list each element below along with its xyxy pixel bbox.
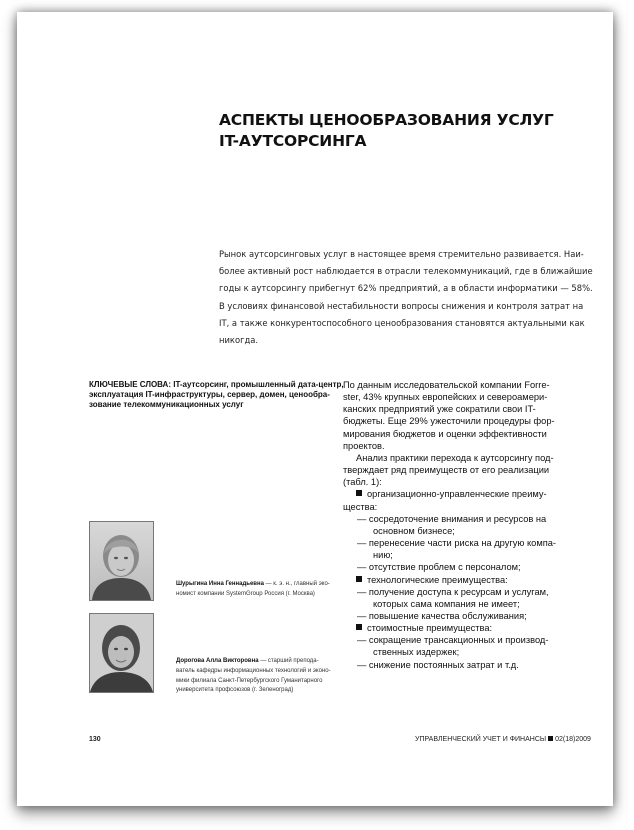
dash-item-cont: ственных издержек; — [373, 647, 460, 658]
body-line: мирования бюджетов и оценки эффективности — [343, 428, 547, 439]
article-title — [219, 110, 554, 152]
caption-line: мики филиала Санкт-Петербургского Гуманитарного — [176, 677, 323, 684]
bullet-text: стоимостные преимущества: — [367, 623, 493, 634]
dash-item: — снижение постоянных затрат и т.д. — [357, 659, 519, 670]
bullet-item — [343, 574, 591, 586]
running-footer — [415, 736, 591, 743]
dash-item-cont: которых сама компания не имеет; — [373, 598, 520, 609]
author-desc: — старший препода- — [260, 658, 319, 664]
square-bullet-icon — [356, 624, 362, 630]
author-caption — [176, 580, 336, 600]
page-number: 130 — [89, 736, 101, 743]
caption-line: номист компании SystemGroup Россия (г. Москва) — [176, 590, 315, 597]
caption-line: университета профсоюзов (г. Зеленоград) — [176, 687, 294, 694]
dash-item: — повышение качества обслуживания; — [357, 610, 527, 621]
caption-line — [176, 657, 336, 667]
journal-name: УПРАВЛЕНЧЕСКИЙ УЧЕТ И ФИНАНСЫ — [415, 736, 547, 743]
title-line: IT-АУТСОРСИНГА — [219, 132, 367, 150]
square-bullet-icon — [356, 490, 362, 496]
body-line: проектов. — [343, 440, 385, 451]
dash-item-cont: основном бизнесе; — [373, 525, 455, 536]
keywords-line: эксплуатация IT-инфраструктуры, сервер, домен, ценообра- — [89, 390, 330, 400]
body-line: бюджеты. Еще 29% ужесточили процедуры фор- — [343, 416, 555, 427]
lead-line: более активный рост наблюдается в отрасли телекоммуникаций, где в ближайшие — [219, 266, 593, 277]
bullet-text: организационно-управленческие преиму- — [367, 489, 547, 500]
body-line: тверждает ряд преимуществ от его реализации — [343, 465, 550, 476]
lead-line: Рынок аутсорсинговых услуг в настоящее время стремительно развивается. Наи- — [219, 249, 584, 259]
dash-item: — сокращение трансакционных и производ- — [357, 635, 549, 646]
author-photo — [89, 521, 154, 601]
caption-line — [176, 580, 336, 590]
body-text-column — [343, 379, 591, 671]
body-line: (табл. 1): — [343, 477, 382, 488]
dash-item-cont: нию; — [373, 550, 393, 561]
lead-line: никогда. — [219, 335, 259, 346]
author-name: Дорогова Алла Викторовна — [176, 658, 259, 664]
keywords-line: КЛЮЧЕВЫЕ СЛОВА: IT-аутсорсинг, промышленный дата-центр, — [89, 380, 344, 389]
square-separator-icon — [548, 736, 553, 741]
bullet-item — [343, 488, 591, 500]
author-name: Шурыгина Инна Геннадьевна — [176, 581, 264, 587]
dash-item: — получение доступа к ресурсам и услугам, — [357, 586, 549, 597]
body-line: ster, 43% крупных европейских и североамери- — [343, 392, 548, 403]
keywords-line: зование телекоммуникационных услуг — [89, 400, 244, 410]
dash-item: — сосредоточение внимания и ресурсов на — [357, 513, 547, 524]
body-line: щества: — [343, 501, 378, 512]
keywords-block — [89, 380, 344, 411]
dash-item: — перенесение части риска на другую компа- — [357, 538, 557, 549]
body-line: По данным исследовательской компании Forre- — [343, 380, 550, 390]
bullet-text: технологические преимущества: — [367, 574, 508, 585]
dash-item: — отсутствие проблем с персоналом; — [357, 562, 521, 573]
title-line: АСПЕКТЫ ЦЕНООБРАЗОВАНИЯ УСЛУГ — [219, 111, 554, 129]
journal-issue: 02(18)2009 — [555, 736, 591, 743]
bullet-item — [343, 622, 591, 634]
author-photo — [89, 613, 154, 693]
caption-line: ватель кафедры информационных технологий и эконо- — [176, 667, 331, 674]
square-bullet-icon — [356, 576, 362, 582]
body-line: канских предприятий уже сократили свои IT- — [343, 404, 536, 415]
lead-line: В условиях финансовой нестабильности вопросы снижения и контроля затрат на — [219, 300, 584, 311]
body-line: Анализ практики перехода к аутсорсингу под- — [356, 452, 554, 463]
lead-line: IT, а также конкурентоспособного ценообразования становятся актуальными как — [219, 317, 585, 328]
lead-paragraph — [219, 246, 593, 349]
author-desc: — к. э. н., главный эко- — [265, 581, 330, 587]
lead-line: годы к аутсорсингу прибегнут 62% предприятий, а в области информатики — 58%. — [219, 283, 593, 294]
author-caption — [176, 657, 336, 696]
